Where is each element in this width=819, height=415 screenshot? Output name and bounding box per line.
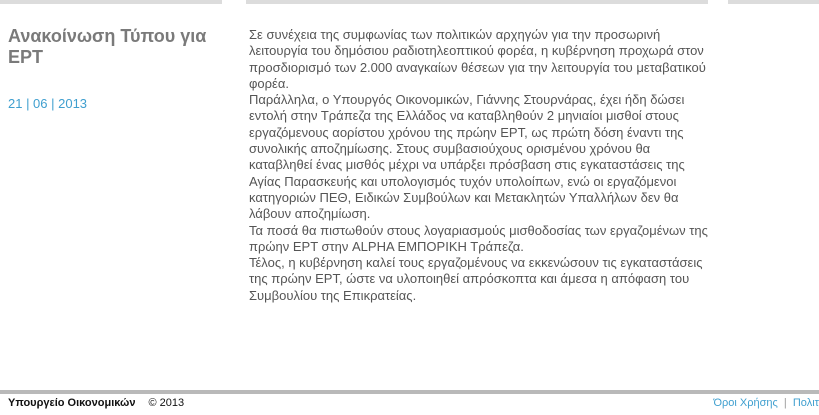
article-paragraph: Σε συνέχεια της συμφωνίας των πολιτικών αρχηγών για την προσωρινή λειτουργία του δημόσιου ραδιοτηλεοπτικού φορέα, η κυβέρνηση προχωρά στον προσδιορισμό των 2.000 αναγκαίων θέσεων για την λειτουργία του μεταβατικού φορέα. (249, 27, 706, 91)
article-paragraph: Τέλος, η κυβέρνηση καλεί τους εργαζομένους να εκκενώσουν τις εγκαταστάσεις της πρώην ΕΡΤ, ώστε να υλοποιηθεί απρόσκοπτα και άμεσα η απόφαση του Συμβουλίου της Επικρατείας. (249, 255, 703, 303)
article-paragraph: Παράλληλα, ο Υπουργός Οικονομικών, Γιάννης Στουρνάρας, έχει ήδη δώσει εντολή στην Τράπεζα της Ελλάδος να καταβληθούν 2 μηνιαίοι μισθοί στους εργαζόμενους αορίστου χρόνου της πρώην ΕΡΤ, ως πρώτη δόση έναντι της συνολικής αποζημίωσης. Στους συμβασιούχους ορισμένου χρόνου θα καταβληθεί ένας μισθός μέχρι να υπάρξει πρόσβαση στις εγκαταστάσεις της Αγίας Παρασκευής και υπολογισμός τυχόν υπολοίπων, ενώ οι εργαζόμενοι κατηγοριών ΠΕΘ, Ειδικών Συμβούλων και Μετακλητών Υπαλλήλων δεν θα λάβουν αποζημίωση. (249, 92, 685, 222)
footer-link-separator: | (783, 397, 787, 409)
top-divider-center (246, 0, 708, 4)
footer-divider (0, 390, 819, 394)
article-body (249, 27, 709, 304)
footer-copyright (8, 397, 184, 409)
terms-of-use-link[interactable]: Όροι Χρήσης (713, 397, 778, 409)
footer-links (714, 397, 819, 409)
article-paragraph: Τα ποσά θα πιστωθούν στους λογαριασμούς μισθοδοσίας των εργαζομένων της πρώην ΕΡΤ στην ALPHA ΕΜΠΟΡΙΚΗ Τράπεζα. (249, 222, 708, 254)
top-divider-left (0, 0, 222, 4)
page-title: Ανακοίνωση Τύπου για ΕΡΤ (8, 26, 207, 67)
top-divider-right (728, 0, 819, 4)
policy-link[interactable]: Πολιτ (792, 397, 819, 409)
footer-ministry-name: Υπουργείο Οικονομικών (8, 397, 136, 409)
footer-copyright-year: © 2013 (148, 397, 185, 409)
press-date: 21 | 06 | 2013 (8, 96, 88, 111)
press-release-header (8, 26, 228, 111)
